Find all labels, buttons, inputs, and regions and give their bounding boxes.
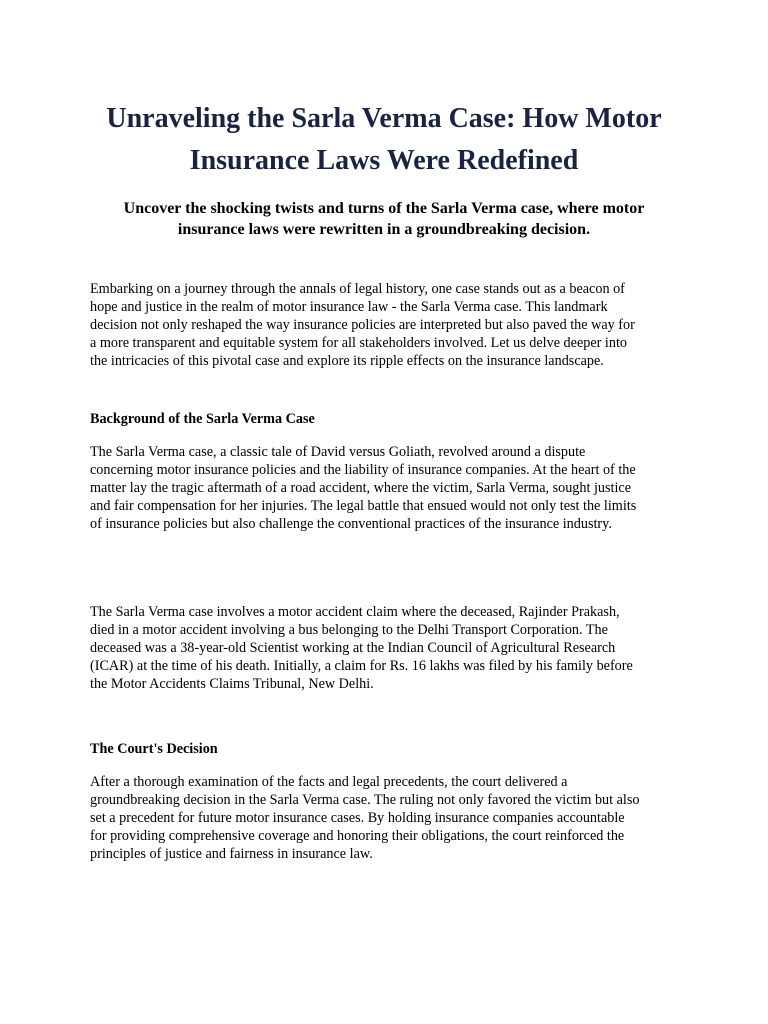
- page-title: [84, 98, 684, 182]
- title-line: Insurance Laws Were Redefined: [189, 145, 579, 176]
- paragraph-line: and fair compensation for her injuries. The legal battle that ensued would not only test the limits: [90, 498, 637, 514]
- paragraph-line: groundbreaking decision in the Sarla Verma case. The ruling not only favored the victim but also: [90, 792, 640, 808]
- paragraph-line: of insurance policies but also challenge the conventional practices of the insurance industry.: [90, 516, 612, 532]
- paragraph-line: set a precedent for future motor insurance cases. By holding insurance companies accountable: [90, 810, 625, 826]
- section-heading-background: Background of the Sarla Verma Case: [90, 411, 315, 427]
- page-subtitle: [84, 198, 684, 240]
- intro-paragraph: [90, 280, 680, 370]
- paragraph-line: the Motor Accidents Claims Tribunal, New Delhi.: [90, 676, 374, 692]
- background-paragraph: [90, 443, 680, 533]
- paragraph-line: matter lay the tragic aftermath of a road accident, where the victim, Sarla Verma, sought justice: [90, 480, 632, 496]
- paragraph-line: concerning motor insurance policies and the liability of insurance companies. At the heart of the: [90, 462, 636, 478]
- case-details-paragraph: [90, 603, 680, 693]
- paragraph-line: The Sarla Verma case, a classic tale of David versus Goliath, revolved around a dispute: [90, 444, 586, 460]
- paragraph-line: a more transparent and equitable system for all stakeholders involved. Let us delve deeper into: [90, 335, 627, 351]
- paragraph-line: for providing comprehensive coverage and honoring their obligations, the court reinforced the: [90, 828, 625, 844]
- paragraph-line: died in a motor accident involving a bus belonging to the Delhi Transport Corporation. The: [90, 622, 608, 638]
- section-heading-decision: The Court's Decision: [90, 741, 218, 757]
- paragraph-line: The Sarla Verma case involves a motor accident claim where the deceased, Rajinder Prakash,: [90, 604, 620, 620]
- paragraph-line: decision not only reshaped the way insurance policies are interpreted but also paved the way for: [90, 317, 635, 333]
- subtitle-line: Uncover the shocking twists and turns of the Sarla Verma case, where motor: [123, 200, 645, 217]
- paragraph-line: hope and justice in the realm of motor insurance law - the Sarla Verma case. This landmark: [90, 299, 608, 315]
- title-line: Unraveling the Sarla Verma Case: How Motor: [106, 103, 662, 134]
- decision-paragraph: [90, 773, 680, 863]
- paragraph-line: After a thorough examination of the facts and legal precedents, the court delivered a: [90, 774, 568, 790]
- paragraph-line: deceased was a 38-year-old Scientist working at the Indian Council of Agricultural Research: [90, 640, 616, 656]
- subtitle-line: insurance laws were rewritten in a groundbreaking decision.: [177, 221, 591, 238]
- paragraph-line: Embarking on a journey through the annals of legal history, one case stands out as a beacon of: [90, 281, 625, 297]
- paragraph-line: (ICAR) at the time of his death. Initially, a claim for Rs. 16 lakhs was filed by his family before: [90, 658, 633, 674]
- paragraph-line: the intricacies of this pivotal case and explore its ripple effects on the insurance landscape.: [90, 353, 604, 369]
- paragraph-line: principles of justice and fairness in insurance law.: [90, 846, 373, 862]
